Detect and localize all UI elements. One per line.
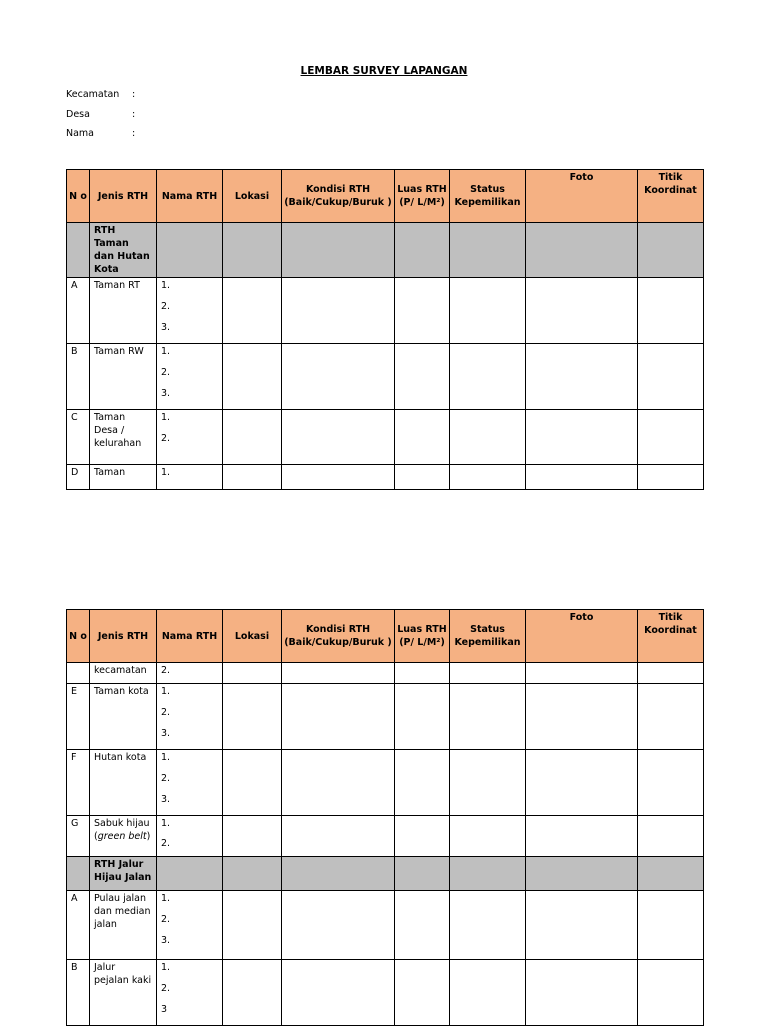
- list-item: 3.: [161, 322, 171, 333]
- header-nama: Nama RTH: [157, 610, 223, 663]
- jenis-italic: green belt: [97, 831, 147, 842]
- jenis-close: ): [146, 831, 151, 842]
- row-jenis: [90, 816, 157, 857]
- header-foto: Foto: [526, 610, 638, 663]
- list-item: 2.: [161, 433, 171, 444]
- row-nama-items: [157, 344, 223, 410]
- row-nama-items: [157, 278, 223, 344]
- row-jenis: Taman Desa / kelurahan: [90, 410, 157, 465]
- row-no: A: [67, 891, 90, 960]
- list-item: 3.: [161, 388, 171, 399]
- list-item: 2.: [161, 838, 171, 849]
- table-row: [67, 410, 704, 465]
- header-foto: Foto: [526, 170, 638, 223]
- header-jenis: Jenis RTH: [90, 610, 157, 663]
- row-jenis: kecamatan: [90, 663, 157, 684]
- row-jenis: Taman: [90, 465, 157, 490]
- list-item: 3: [161, 1004, 168, 1015]
- jenis-text: Sabuk hijau (: [94, 818, 150, 842]
- list-item: 1.: [161, 412, 171, 423]
- page-title: LEMBAR SURVEY LAPANGAN: [300, 65, 468, 77]
- group-row: [67, 223, 704, 278]
- list-item: 2.: [161, 773, 171, 784]
- header-no: N o: [67, 170, 90, 223]
- list-item: 1.: [161, 346, 171, 357]
- row-nama-items: [157, 465, 223, 490]
- field-kecamatan: [66, 89, 135, 100]
- survey-table-1: [66, 169, 704, 490]
- list-item: 2.: [161, 707, 171, 718]
- table-row: [67, 278, 704, 344]
- row-nama-items: [157, 663, 223, 684]
- header-kondisi: Kondisi RTH (Baik/Cukup/Buruk ): [282, 170, 395, 223]
- row-no: F: [67, 750, 90, 816]
- table-row: [67, 960, 704, 1026]
- header-kondisi: Kondisi RTH (Baik/Cukup/Buruk ): [282, 610, 395, 663]
- row-no: E: [67, 684, 90, 750]
- header-jenis: Jenis RTH: [90, 170, 157, 223]
- header-lokasi: Lokasi: [223, 170, 282, 223]
- group-label: RTH Jalur Hijau Jalan: [90, 857, 157, 891]
- list-item: 2.: [161, 983, 171, 994]
- header-no: N o: [67, 610, 90, 663]
- list-item: 1.: [161, 893, 171, 904]
- list-item: 2.: [161, 665, 171, 676]
- row-no: G: [67, 816, 90, 857]
- list-item: 1.: [161, 280, 171, 291]
- field-desa: [66, 109, 135, 120]
- field-nama: [66, 128, 135, 139]
- list-item: 3.: [161, 935, 171, 946]
- table-row: [67, 465, 704, 490]
- row-jenis: Taman RT: [90, 278, 157, 344]
- table-row: [67, 663, 704, 684]
- row-no: B: [67, 344, 90, 410]
- field-label: Nama: [66, 128, 95, 139]
- table-row: [67, 344, 704, 410]
- row-no: C: [67, 410, 90, 465]
- table-row: [67, 684, 704, 750]
- row-jenis: Jalur pejalan kaki: [90, 960, 157, 1026]
- field-label: Desa: [66, 109, 90, 120]
- field-separator: :: [132, 89, 136, 100]
- header-nama: Nama RTH: [157, 170, 223, 223]
- header-luas: Luas RTH (P/ L/M²): [395, 610, 450, 663]
- field-separator: :: [132, 109, 136, 120]
- table-row: [67, 891, 704, 960]
- header-row: [67, 170, 704, 223]
- list-item: 1.: [161, 686, 171, 697]
- row-nama-items: [157, 684, 223, 750]
- row-jenis: Taman kota: [90, 684, 157, 750]
- list-item: 1.: [161, 818, 171, 829]
- list-item: 1.: [161, 962, 171, 973]
- row-jenis: Taman RW: [90, 344, 157, 410]
- row-no: A: [67, 278, 90, 344]
- list-item: 1.: [161, 752, 171, 763]
- row-jenis: Hutan kota: [90, 750, 157, 816]
- survey-table-2: [66, 609, 704, 1026]
- list-item: 2.: [161, 367, 171, 378]
- row-nama-items: [157, 816, 223, 857]
- list-item: 3.: [161, 728, 171, 739]
- row-nama-items: [157, 410, 223, 465]
- list-item: 3.: [161, 794, 171, 805]
- row-no: D: [67, 465, 90, 490]
- row-no: [67, 663, 90, 684]
- list-item: 1.: [161, 467, 171, 478]
- header-lokasi: Lokasi: [223, 610, 282, 663]
- row-nama-items: [157, 960, 223, 1026]
- field-separator: :: [132, 128, 136, 139]
- header-status: Status Kepemilikan: [450, 170, 526, 223]
- group-row: [67, 857, 704, 891]
- header-row: [67, 610, 704, 663]
- row-nama-items: [157, 891, 223, 960]
- table-row: [67, 750, 704, 816]
- row-jenis: Pulau jalan dan median jalan: [90, 891, 157, 960]
- list-item: 2.: [161, 914, 171, 925]
- list-item: 2.: [161, 301, 171, 312]
- row-nama-items: [157, 750, 223, 816]
- header-status: Status Kepemilikan: [450, 610, 526, 663]
- row-no: B: [67, 960, 90, 1026]
- header-titik: Titik Koordinat: [638, 170, 704, 223]
- field-label: Kecamatan: [66, 89, 120, 100]
- header-luas: Luas RTH (P/ L/M²): [395, 170, 450, 223]
- group-label: RTH Taman dan Hutan Kota: [90, 223, 157, 278]
- table-row: [67, 816, 704, 857]
- header-titik: Titik Koordinat: [638, 610, 704, 663]
